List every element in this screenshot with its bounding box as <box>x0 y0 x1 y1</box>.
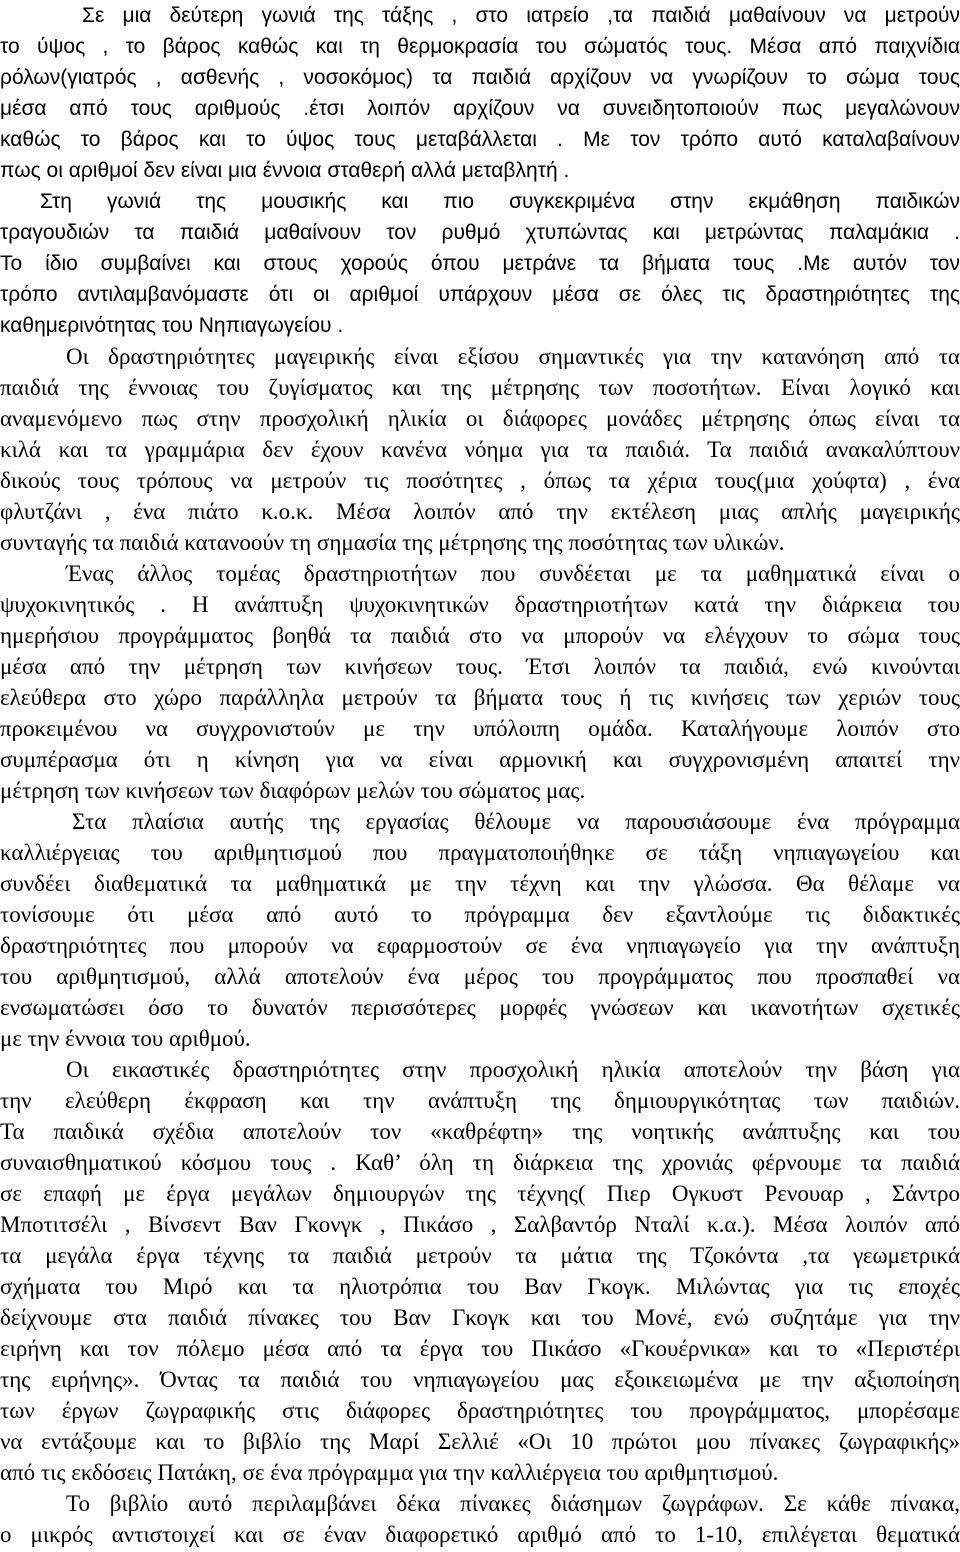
text-line: τα μεγάλα έργα τέχνης τα παιδιά μετρούν τα μάτια της Τζοκόντα ,τα γεωμετρικά <box>0 1243 960 1268</box>
text-line: συνταγής τα παιδιά κατανοούν τη σημασία της μέτρησης της ποσότητας των υλικών. <box>0 530 785 555</box>
text-line: καθώς το βάρος και το ύψος τους μεταβάλλεται . Με τον τρόπο αυτό καταλαβαίνουν <box>0 128 960 151</box>
text-line: ψυχοκινητικός . Η ανάπτυξη ψυχοκινητικών δραστηριοτήτων κατά την διάρκεια του <box>0 592 960 617</box>
text-line: την ελεύθερη έκφραση και την ανάπτυξη της δημιουργικότητας των παιδιών. <box>0 1088 960 1113</box>
text-line: ελεύθερα στο χώρο παράλληλα μετρούν τα βήματα τους ή τις κινήσεις των χεριών τους <box>0 685 960 710</box>
text-line: ημερήσιου προγράμματος βοηθά τα παιδιά στο να μπορούν να ελέγχουν το σώμα τους <box>0 623 960 648</box>
text-line: μέτρηση των κινήσεων των διαφόρων μελών του σώματος μας. <box>0 778 586 803</box>
text-line: ενσωματώσει όσο το δυνατόν περισσότερες μορφές γνώσεων και ικανοτήτων σχετικές <box>0 995 960 1020</box>
text-line: μέσα από την μέτρηση των κινήσεων τους. Έτσι λοιπόν τα παιδιά, ενώ κινούνται <box>0 654 960 679</box>
text-line: Οι δραστηριότητες μαγειρικής είναι εξίσου σημαντικές για την κατανόηση από τα <box>66 344 960 369</box>
text-line: το ύψος , το βάρος καθώς και τη θερμοκρασία του σώματός τους. Μέσα από παιχνίδια <box>0 35 960 58</box>
text-line: Οι εικαστικές δραστηριότητες στην προσχολική ηλικία αποτελούν την βάση για <box>66 1057 960 1082</box>
text-line: να εντάξουμε και το βιβλίο της Μαρί Σελλιέ «Οι 10 πρώτοι μου πίνακες ζωγραφικής» <box>0 1429 960 1454</box>
text-line: Τα παιδικά σχέδια αποτελούν τον «καθρέφτη» της νοητικής ανάπτυξης και του <box>0 1119 960 1144</box>
text-line: σχήματα του Μιρό και τα ηλιοτρόπια του Βαν Γκογκ. Μιλώντας για τις εποχές <box>0 1274 960 1299</box>
text-line: με την έννοια του αριθμού. <box>0 1026 251 1051</box>
text-line: δείχνουμε στα παιδιά πίνακες του Βαν Γκογκ και του Μονέ, ενώ συζητάμε για την <box>0 1305 960 1330</box>
text-line: Ένας άλλος τομέας δραστηριοτήτων που συνδέεται με τα μαθηματικά είναι ο <box>66 561 960 586</box>
text-line: Σε μια δεύτερη γωνιά της τάξης , στο ιατρείο ,τα παιδιά μαθαίνουν να μετρούν <box>82 4 960 27</box>
text-line: σε επαφή με έργα μεγάλων δημιουργών της τέχνης( Πιερ Ογκυστ Ρενουαρ , Σάντρο <box>0 1181 960 1206</box>
text-line: Το ίδιο συμβαίνει και στους χορούς όπου μετράνε τα βήματα τους .Με αυτόν τον <box>0 252 960 275</box>
text-line: δικούς τους τρόπους να μετρούν τις ποσότητες , όπως τα χέρια τους(μια χούφτα) , ένα <box>0 468 960 493</box>
text-line: συνδέει διαθεματικά τα μαθηματικά με την τέχνη και την γλώσσα. Θα θέλαμε να <box>0 871 960 896</box>
text-line: ειρήνη και τον πόλεμο μέσα από τα έργα του Πικάσο «Γκουέρνικα» και το «Περιστέρι <box>0 1336 960 1361</box>
text-line: των έργων ζωγραφικής στις διάφορες δραστηριότητες του προγράμματος, μπορέσαμε <box>0 1398 960 1423</box>
text-line: φλυτζάνι , ένα πιάτο κ.ο.κ. Μέσα λοιπόν από την εκτέλεση μιας απλής μαγειρικής <box>0 499 960 524</box>
text-line: ρόλων(γιατρός , ασθενής , νοσοκόμος) τα παιδιά αρχίζουν να γνωρίζουν το σώμα τους <box>0 66 960 89</box>
text-line: Μποτιτσέλι , Βίνσεντ Βαν Γκονγκ , Πικάσο , Σαλβαντόρ Νταλί κ.α.). Μέσα λοιπόν από <box>0 1212 960 1237</box>
text-line: μέσα από τους αριθμούς .έτσι λοιπόν αρχίζουν να συνειδητοποιούν πως μεγαλώνουν <box>0 97 960 120</box>
text-line: πως οι αριθμοί δεν είναι μια έννοια σταθερή αλλά μεταβλητή . <box>0 159 570 182</box>
text-line: καθημερινότητας του Νηπιαγωγείου . <box>0 314 344 337</box>
text-line: προκειμένου να συγχρονιστούν με την υπόλοιπη ομάδα. Καταλήγουμε λοιπόν στο <box>0 716 960 741</box>
text-line: ο μικρός αντιστοιχεί και σε έναν διαφορετικό αριθμό από το 1-10, επιλέγεται θεματικά <box>0 1522 960 1547</box>
text-line: από τις εκδόσεις Πατάκη, σε ένα πρόγραμμα για την καλλιέργεια του αριθμητισμού. <box>0 1460 779 1485</box>
text-line: τραγουδιών τα παιδιά μαθαίνουν τον ρυθμό χτυπώντας και μετρώντας παλαμάκια . <box>0 221 960 244</box>
text-line: συναισθηματικού κόσμου τους . Καθ’ όλη τη διάρκεια της χρονιάς φέρνουμε τα παιδιά <box>0 1150 960 1175</box>
text-line: Στη γωνιά της μουσικής και πιο συγκεκριμένα στην εκμάθηση παιδικών <box>40 190 960 213</box>
text-line: κιλά και τα γραμμάρια δεν έχουν κανένα νόημα για τα παιδιά. Τα παιδιά ανακαλύπτουν <box>0 437 960 462</box>
text-line: τρόπο αντιλαμβανόμαστε ότι οι αριθμοί υπάρχουν μέσα σε όλες τις δραστηριότητες της <box>0 283 960 306</box>
text-line: της ειρήνης». Όντας τα παιδιά του νηπιαγωγείου μας εξοικειωμένα με την αξιοποίηση <box>0 1367 960 1392</box>
text-line: Στα πλαίσια αυτής της εργασίας θέλουμε να παρουσιάσουμε ένα πρόγραμμα <box>72 809 960 834</box>
text-line: δραστηριότητες που μπορούν να εφαρμοστούν σε ένα νηπιαγωγείο για την ανάπτυξη <box>0 933 960 958</box>
text-line: τονίσουμε ότι μέσα από αυτό το πρόγραμμα δεν εξαντλούμε τις διδακτικές <box>0 902 960 927</box>
text-line: Το βιβλίο αυτό περιλαμβάνει δέκα πίνακες διάσημων ζωγράφων. Σε κάθε πίνακα, <box>66 1491 960 1516</box>
text-line: αναμενόμενο πως στην προσχολική ηλικία οι διάφορες μονάδες μέτρησης όπως είναι τα <box>0 406 960 431</box>
text-line: καλλιέργειας του αριθμητισμού που πραγματοποιήθηκε σε τάξη νηπιαγωγείου και <box>0 840 960 865</box>
text-line: συμπέρασμα ότι η κίνηση για να είναι αρμονική και συγχρονισμένη απαιτεί την <box>0 747 960 772</box>
text-line: του αριθμητισμού, αλλά αποτελούν ένα μέρος του προγράμματος που προσπαθεί να <box>0 964 960 989</box>
text-line: παιδιά της έννοιας του ζυγίσματος και της μέτρησης των ποσοτήτων. Είναι λογικό και <box>0 375 960 400</box>
